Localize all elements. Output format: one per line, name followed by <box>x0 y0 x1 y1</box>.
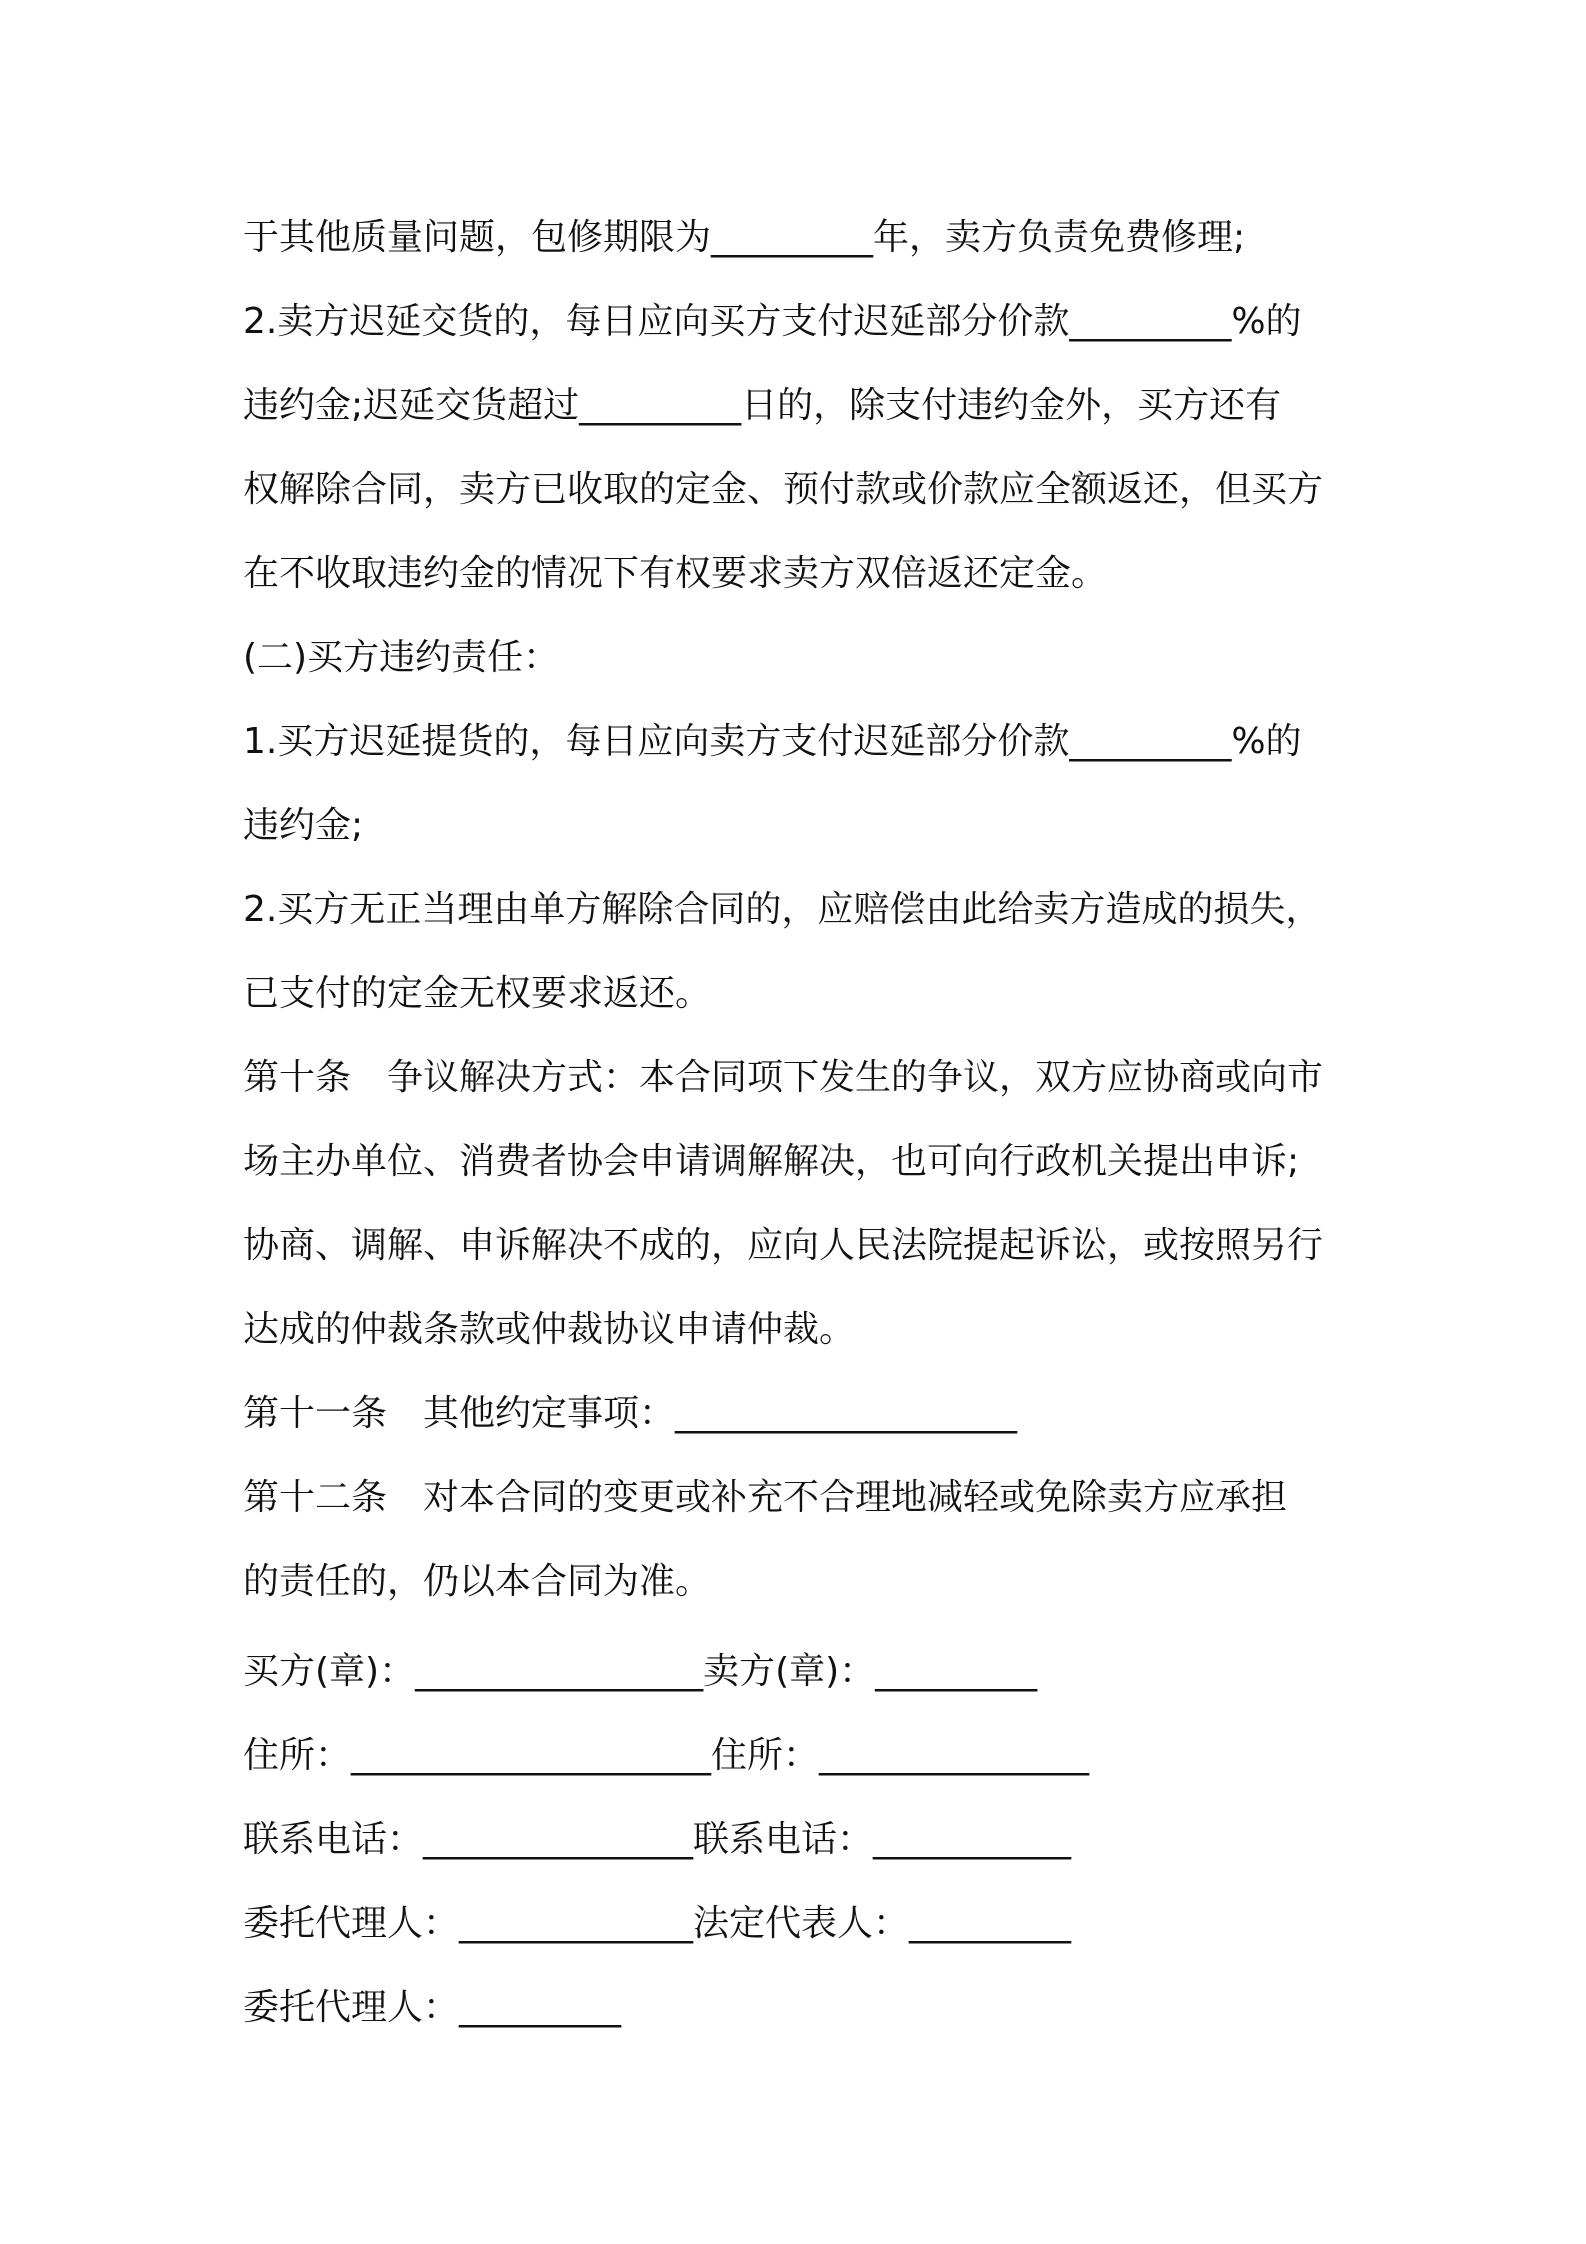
text-line: 达成的仲裁条款或仲裁协议申请仲裁。 <box>243 1309 856 1350</box>
text-line: 1.买方迟延提货的，每日应向卖方支付迟延部分价款_________%的 <box>243 721 1302 762</box>
text-line: 已支付的定金无权要求返还。 <box>243 973 712 1014</box>
signature-row-representative: 委托代理人：_____________法定代表人：_________ <box>243 1903 1072 1944</box>
text-line: 违约金; <box>243 805 364 846</box>
text-line: 协商、调解、申诉解决不成的，应向人民法院提起诉讼，或按照另行 <box>243 1225 1324 1266</box>
article-eleven: 第十一条 其他约定事项：___________________ <box>243 1393 1018 1434</box>
text-line: 场主办单位、消费者协会申请调解解决，也可向行政机关提出申诉; <box>243 1141 1300 1182</box>
text-line: 2.卖方迟延交货的，每日应向买方支付迟延部分价款_________%的 <box>243 301 1302 342</box>
text-line: 的责任的，仍以本合同为准。 <box>243 1561 712 1602</box>
signature-row-address: 住所：____________________住所：_______________ <box>243 1735 1090 1776</box>
signature-row-agent: 委托代理人：_________ <box>243 1987 622 2028</box>
text-line: 违约金;迟延交货超过_________日的，除支付违约金外，买方还有 <box>243 385 1282 426</box>
text-line: 于其他质量问题，包修期限为_________年，卖方负责免费修理; <box>243 217 1246 258</box>
text-line: 在不收取违约金的情况下有权要求卖方双倍返还定金。 <box>243 553 1108 594</box>
text-line: 2.买方无正当理由单方解除合同的，应赔偿由此给卖方造成的损失， <box>243 889 1322 930</box>
article-twelve: 第十二条 对本合同的变更或补充不合理地减轻或免除卖方应承担 <box>243 1477 1288 1518</box>
signature-row-parties: 买方(章)：________________卖方(章)：_________ <box>243 1651 1038 1692</box>
signature-block <box>243 1630 1353 2050</box>
signature-row-phone: 联系电话：_______________联系电话：___________ <box>243 1819 1072 1860</box>
contract-body <box>243 196 1353 2050</box>
article-ten: 第十条 争议解决方式：本合同项下发生的争议，双方应协商或向市 <box>243 1057 1324 1098</box>
section-heading: (二)买方违约责任： <box>243 637 560 678</box>
text-line: 权解除合同，卖方已收取的定金、预付款或价款应全额返还，但买方 <box>243 469 1324 510</box>
